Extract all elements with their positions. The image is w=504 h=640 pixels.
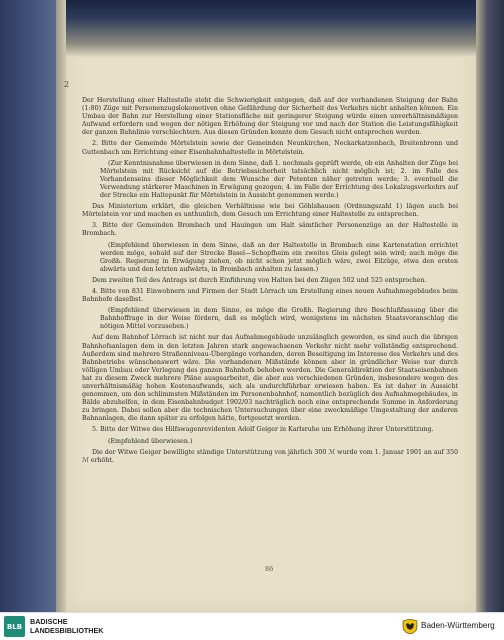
footer-bar xyxy=(0,612,504,640)
footer-page-number: 86 xyxy=(265,565,274,573)
blb-logo[interactable]: BLB xyxy=(4,616,25,637)
paragraph-6: (Empfehlend überwiesen in dem Sinne, daß an der Haltestelle in Brombach eine Kartenstation errichtet werden möge, sobald auf der Strecke Basel—Schopfheim ein zweites Gleis gelegt sein wird; auch möge die Großh. Regierung in Erwägung ziehen, ob nicht schon jetzt möglich wäre, zwei Eilzüge, etwa den ersten abwärts und den letzten aufwärts, in Brombach anhalten zu lassen.) xyxy=(100,241,458,273)
page-top-shadow xyxy=(66,0,476,58)
paragraph-2: 2. Bitte der Gemeinde Mörtelstein sowie der Gemeinden Neunkirchen, Neckarkatzenbach, Breitenbronn und Guttenbach um Errichtung einer Eisenbahnhaltestelle in Mörtelstein. xyxy=(82,140,458,156)
paragraph-1: Der Herstellung einer Haltestelle steht die Schwierigkeit entgegen, daß auf der vorhandenen Steigung der Bahn (1:80) Züge mit Personenzugslokomotiven ohne Gefährdung der Sicherheit des Verkehrs nicht anhalten können. Ein Umbau der Bahn zur Herstellung einer Stationsfläche mit geringerer Steigung würde einen unverhältnismäßigen Aufwand erfordern und wegen der nötigen Erhöhung der Steigung vor und nach der Station die Leistungsfähigkeit der ganzen Bahnlinie verschlechtern. Aus diesen Gründen konnte dem Gesuch nicht entsprochen werden. xyxy=(82,97,458,137)
state-name[interactable]: Baden-Württemberg xyxy=(421,621,495,630)
paragraph-13: Die der Witwe Geiger bewilligte ständige Unterstützung von jährlich 300 ℳ wurde vom 1. Januar 1901 an auf 350 ℳ erhöht. xyxy=(82,448,458,464)
paragraph-3: (Zur Kenntnisnahme überwiesen in dem Sinne, daß 1. nochmals geprüft werde, ob ein Anhalten der Züge bei Mörtelstein mit Rücksicht auf die Betriebssicherheit tatsächlich nicht möglich ist; 2. im Falle des Vorhandenseins dieser Möglichkeit dem Wunsche der Petenten näher getreten werde; 3. eventuell die Verwendung stärkerer Maschinen in Erwägung gezogen; 4. im Falle der Errichtung des Lokalzugsverkehrs auf der Strecke ein Haltepunkt für Mörtelstein in Aussicht genommen werde.) xyxy=(100,159,458,200)
library-name-line2: LANDESBIBLIOTHEK xyxy=(30,625,104,635)
paragraph-9: (Empfehlend überwiesen in dem Sinne, es möge die Großh. Regierung ihre Beschlußfassung über die Bahnhoffrage in der Weise fördern, daß es möglich wird, wenigstens im nächsten Staatsvoranschlag die nötigen Mittel vorzusehen.) xyxy=(100,307,458,331)
paragraph-4: Das Ministerium erklärt, die gleichen Verhältnisse wie bei Göhlshausen (Ordnungszahl 1) lägen auch bei Mörtelstein vor und machen es unthunlich, dem Gesuch um Errichtung einer Haltestelle zu entsprechen. xyxy=(82,203,458,219)
paragraph-8: 4. Bitte von 831 Einwohnern und Firmen der Stadt Lörrach um Erstellung eines neuen Aufnahmegebäudes beim Bahnhofe daselbst. xyxy=(82,287,458,304)
paragraph-12: (Empfehlend überwiesen.) xyxy=(108,437,193,445)
library-name xyxy=(30,618,103,635)
paragraph-5: 3. Bitte der Gemeinden Brombach und Hauingen um Halt sämtlicher Personenzüge an der Haltestelle in Brombach. xyxy=(82,222,458,238)
paragraph-11: 5. Bitte der Witwe des Hilfswagenrevidenten Adolf Geiger in Karlsruhe um Erhöhung ihrer Unterstützung. xyxy=(92,426,434,434)
page-number: 2 xyxy=(64,80,70,89)
book-spine xyxy=(0,0,56,612)
paragraph-7: Dem zweiten Teil des Antrags ist durch Einführung von Halten bei den Zügen 502 und 525 entsprochen. xyxy=(92,276,427,284)
right-background xyxy=(476,0,504,612)
library-name-line1: BADISCHE xyxy=(30,617,68,626)
page-body xyxy=(82,97,458,468)
baden-wuerttemberg-emblem-icon xyxy=(402,619,418,634)
paragraph-10: Auf dem Bahnhof Lörrach ist nicht nur das Aufnahmegebäude unzulänglich geworden, es sind auch die übrigen Bahnhofsanlagen dem in den letzten Jahren stark angewachsenen Verkehr nicht mehr vollständig entsprechend. Außerdem sind mehrere Straßenniveau-Übergänge vorhanden, deren Beseitigung im Interesse des Verkehrs und des Bahnbetriebs wünschenswert wäre. Die vorhandenen Mißstände können aber in gründlicher Weise nur durch völligen Umbau oder Verlegung des ganzen Bahnhofs behoben werden. Die Generaldirektion der Staatseisenbahnen hat zu diesem Zweck mehrere Pläne ausgearbeitet, die aber aus verschiedenen Gründen, insbesondere wegen des unverhältnismäßig hohen Kostenaufwands, sich als undurchführbar erwiesen haben. Es ist daher in Aussicht genommen, um den schlimmsten Mißständen im Personenbahnhof, namentlich bezüglich des Aufnahmegebäudes, in Bälde abzuhelfen, in dem Eisenbahnbudget 1902/03 nachträglich noch eine entsprechende Summe in Anforderung zu bringen. Dabei sollen aber die technischen Untersuchungen über eine zweckmäßige Umgestaltung der anderen Bahnanlagen, die dann später zu erfolgen hätte, fortgesetzt werden. xyxy=(82,334,458,423)
